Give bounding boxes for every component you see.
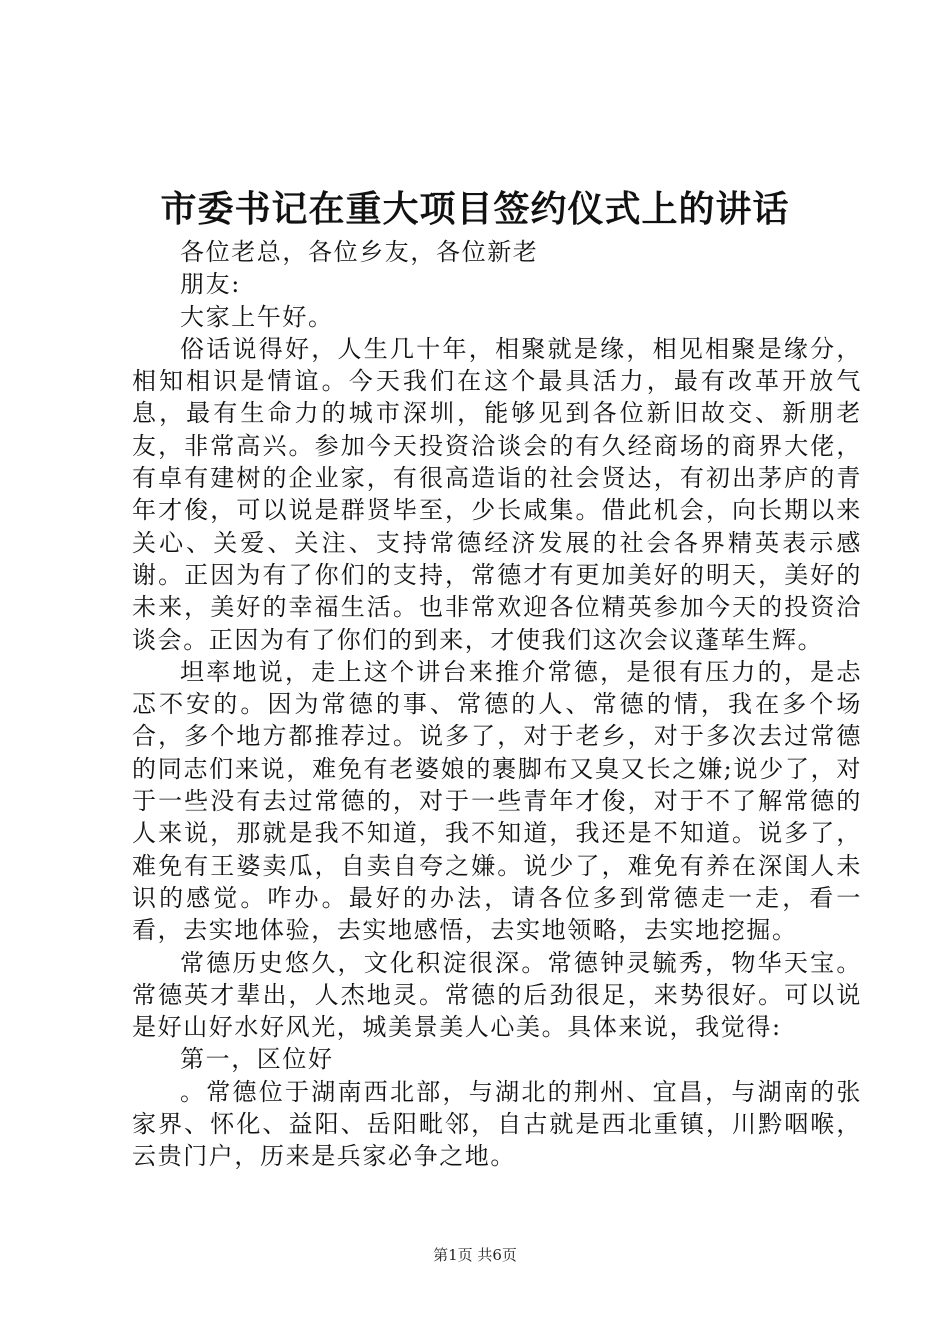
paragraph-intro: 俗话说得好，人生几十年，相聚就是缘，相见相聚是缘分，相知相识是情谊。今天我们在这个最具活力，最有改革开放气息，最有生命力的城市深圳，能够见到各位新旧故交、新朋老友，非常高兴。参加今天投资洽谈会的有久经商场的商界大佬，有卓有建树的企业家，有很高造诣的社会贤达，有初出茅庐的青年才俊，可以说是群贤毕至，少长咸集。借此机会，向长期以来关心、关爱、关注、支持常德经济发展的社会各界精英表示感谢。正因为有了你们的支持，常德才有更加美好的明天，美好的未来，美好的幸福生活。也非常欢迎各位精英参加今天的投资洽谈会。正因为有了你们的到来，才使我们这次会议蓬荜生辉。	[132, 334, 862, 654]
paragraph-good-morning: 大家上午好。	[180, 302, 334, 331]
paragraph-first-heading: 第一，区位好	[180, 1045, 334, 1074]
paragraph-friends: 朋友:	[180, 270, 241, 299]
paragraph-frankly: 坦率地说，走上这个讲台来推介常德，是很有压力的，是忐忑不安的。因为常德的事、常德的人、常德的情，我在多个场合，多个地方都推荐过。说多了，对于老乡，对于多次去过常德的同志们来说，难免有老婆娘的裹脚布又臭又长之嫌;说少了，对于一些没有去过常德的，对于一些青年才俊，对于不了解常德的人来说，那就是我不知道，我不知道，我还是不知道。说多了，难免有王婆卖瓜，自卖自夸之嫌。说少了，难免有养在深闺人未识的感觉。咋办。最好的办法，请各位多到常德走一走，看一看，去实地体验，去实地感悟，去实地领略，去实地挖掘。	[132, 657, 862, 945]
page-footer: 第1页 共6页	[433, 1246, 517, 1264]
document-title: 市委书记在重大项目签约仪式上的讲话	[160, 188, 790, 230]
paragraph-history: 常德历史悠久，文化积淀很深。常德钟灵毓秀，物华天宝。常德英才辈出，人杰地灵。常德的后劲很足，来势很好。可以说是好山好水好风光，城美景美人心美。具体来说，我觉得:	[132, 948, 862, 1042]
document-body	[132, 236, 862, 1173]
paragraph-location: 。常德位于湖南西北部，与湖北的荆州、宜昌，与湖南的张家界、怀化、益阳、岳阳毗邻，自古就是西北重镇，川黔咽喉，云贵门户，历来是兵家必争之地。	[132, 1077, 862, 1171]
paragraph-greeting: 各位老总，各位乡友，各位新老	[180, 238, 539, 266]
